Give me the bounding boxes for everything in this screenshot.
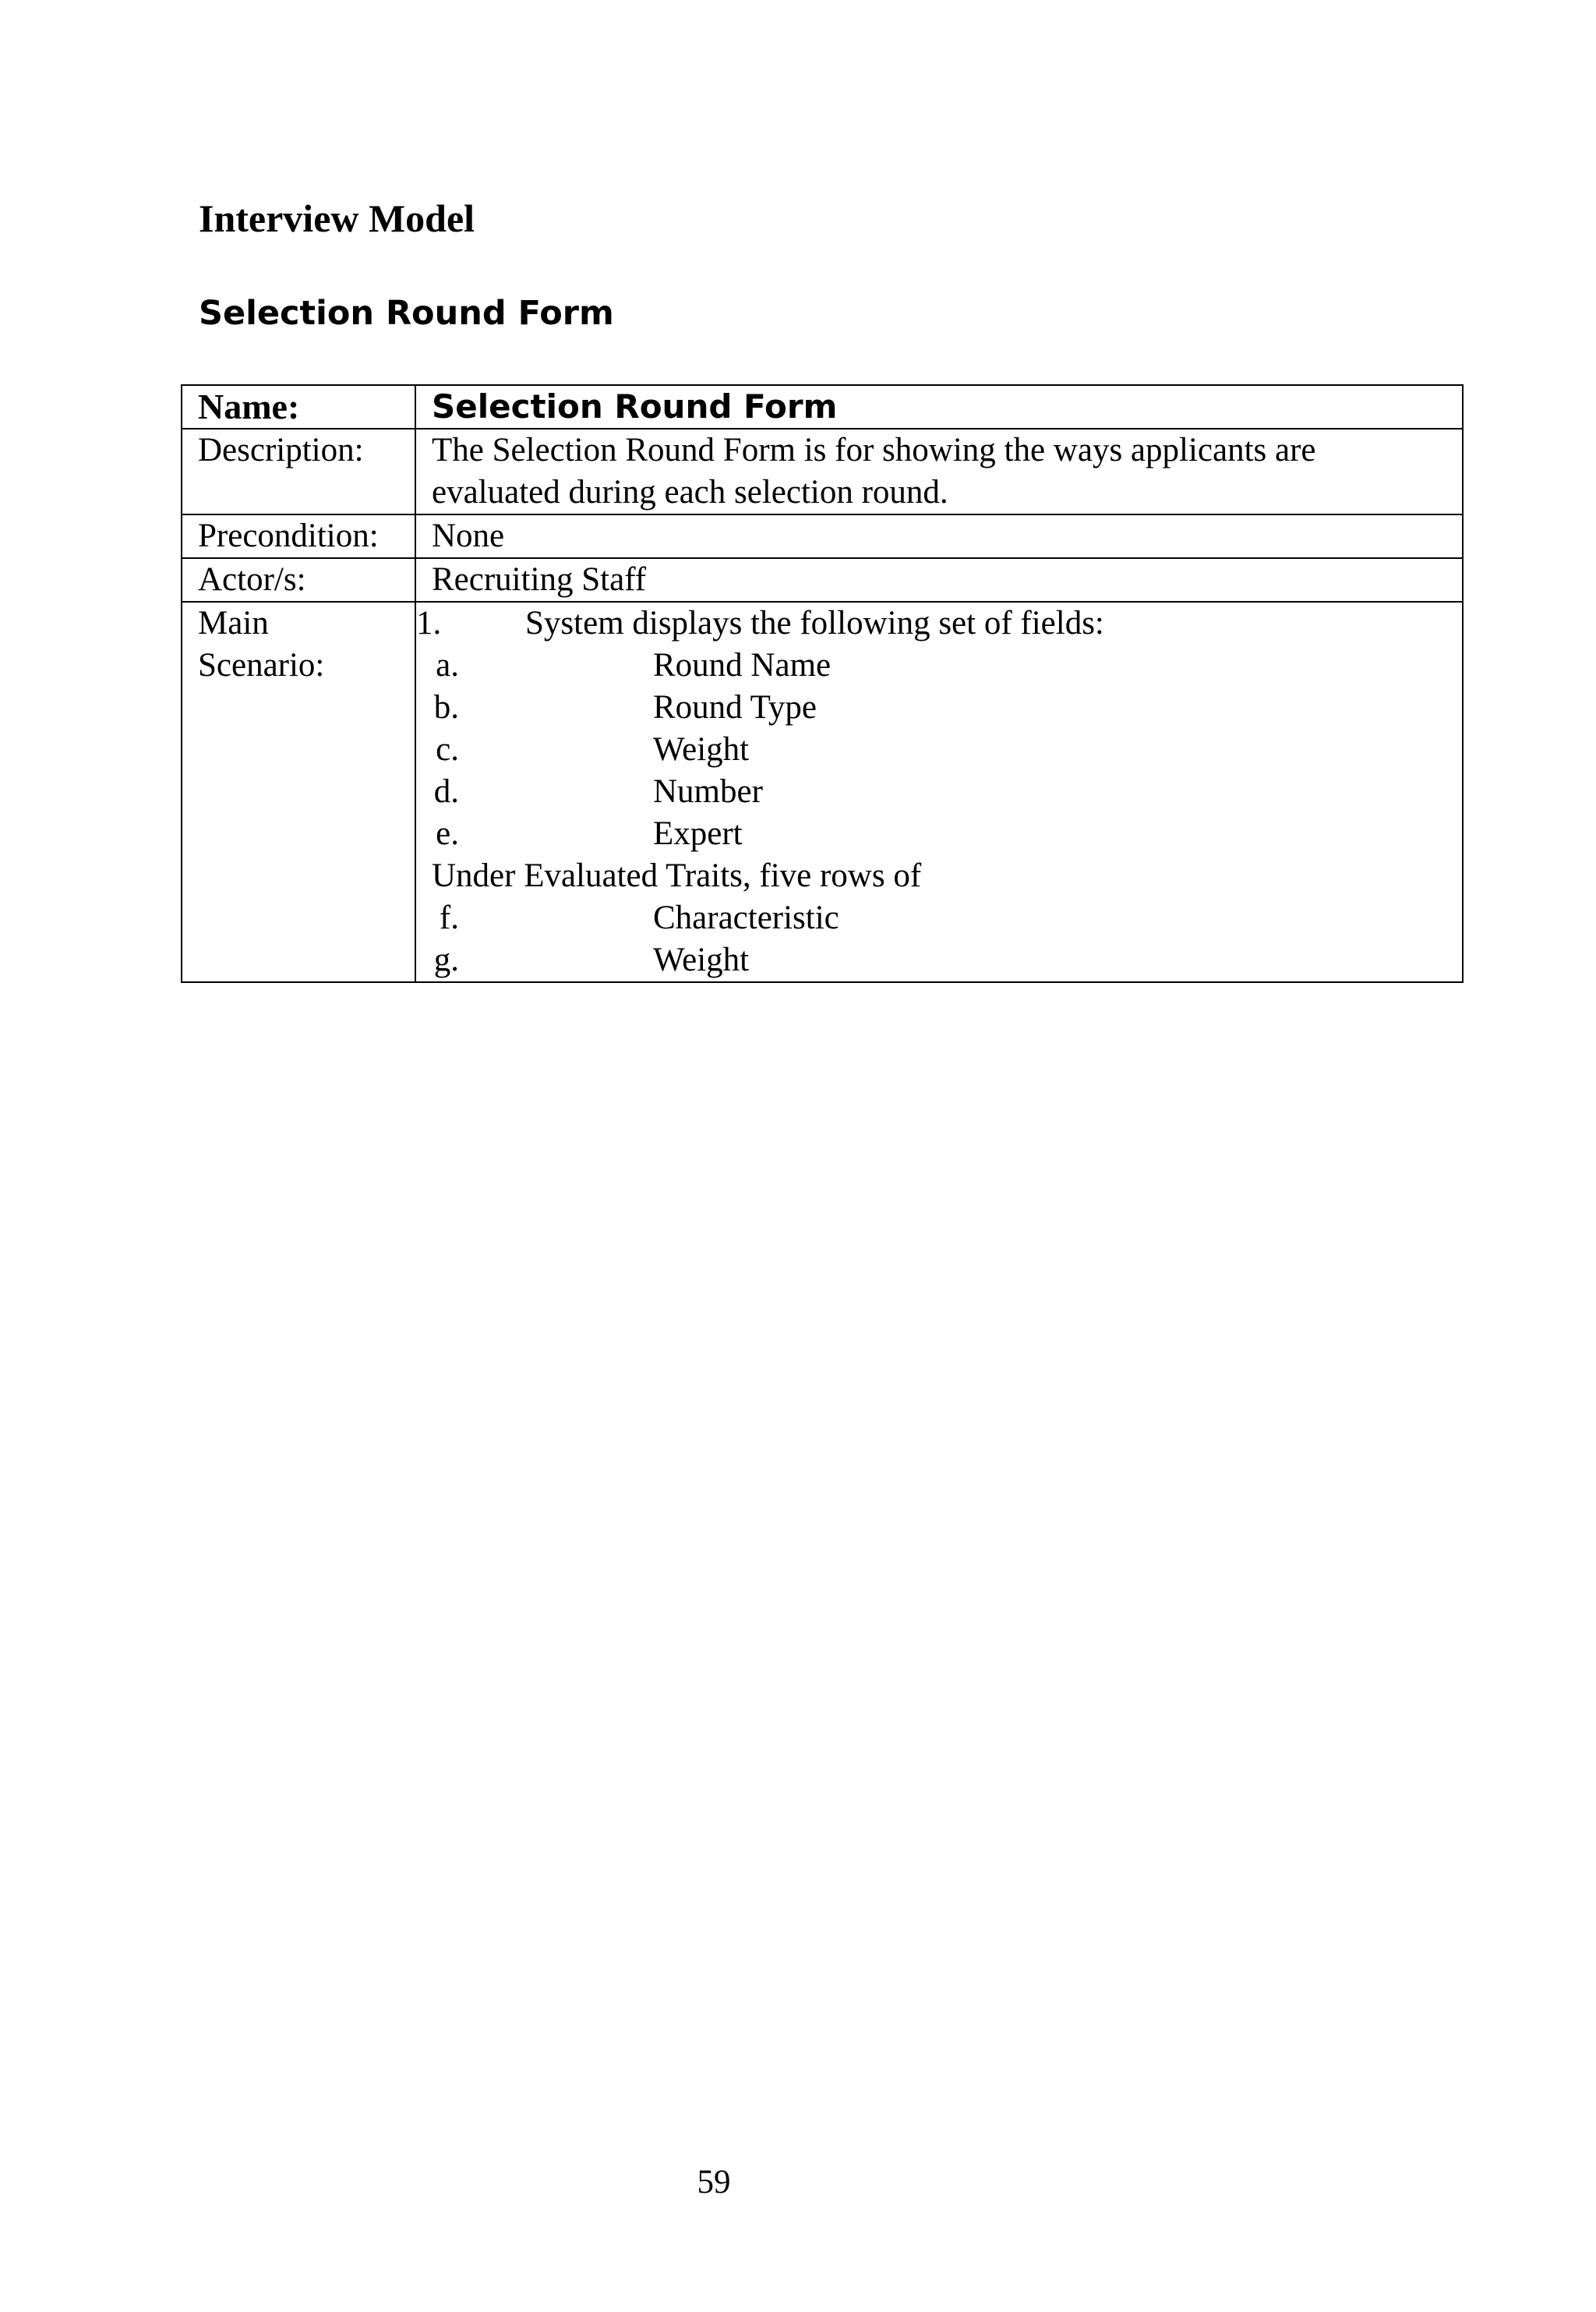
precondition-row: [182, 514, 1463, 558]
list-item-letter: a.: [436, 647, 459, 684]
list-item-text: Expert: [653, 815, 743, 852]
description-label: Description:: [182, 429, 415, 514]
list-item: [432, 813, 1446, 855]
scenario-label-line: Main: [198, 605, 269, 642]
description-value: [415, 429, 1463, 514]
use-case-table: [181, 384, 1464, 983]
precondition-label: Precondition:: [182, 514, 415, 558]
list-item-letter: g.: [433, 942, 459, 978]
scenario-value: [415, 602, 1463, 982]
list-item: [432, 771, 1446, 813]
list-item-letter: c.: [436, 731, 459, 768]
section-title: Interview Model: [199, 196, 475, 240]
list-item: [432, 939, 1446, 981]
list-item: [432, 645, 1446, 687]
scenario-step: [416, 603, 1446, 645]
list-item-text: Characteristic: [653, 900, 839, 936]
precondition-value: None: [415, 514, 1463, 558]
description-row: [182, 429, 1463, 514]
list-item-text: Weight: [653, 731, 750, 768]
name-value: Selection Round Form: [415, 385, 1463, 429]
list-item-letter: f.: [439, 900, 459, 936]
description-line: evaluated during each selection round.: [432, 474, 948, 511]
list-item-text: Number: [653, 773, 763, 810]
name-row: [182, 385, 1463, 429]
list-item-letter: d.: [433, 773, 459, 810]
list-item: [432, 687, 1446, 729]
scenario-label-line: Scenario:: [198, 647, 325, 684]
list-item: [432, 729, 1446, 771]
step-text: System displays the following set of fields:: [525, 605, 1104, 642]
step-number: 1.: [416, 605, 442, 642]
traits-intro: Under Evaluated Traits, five rows of: [432, 857, 922, 894]
description-line: The Selection Round Form is for showing the ways applicants are: [432, 432, 1316, 468]
actor-label: Actor/s:: [182, 558, 415, 602]
list-item-text: Round Type: [653, 689, 817, 726]
page-number: 59: [697, 2164, 731, 2201]
list-item-letter: b.: [433, 689, 459, 726]
list-item-letter: e.: [436, 815, 459, 852]
list-item-text: Round Name: [653, 647, 832, 684]
scenario-label: [182, 602, 415, 982]
actor-row: [182, 558, 1463, 602]
actor-value: Recruiting Staff: [415, 558, 1463, 602]
list-item: [432, 897, 1446, 939]
scenario-row: [182, 602, 1463, 982]
subsection-title: Selection Round Form: [199, 294, 614, 333]
list-item-text: Weight: [653, 942, 750, 978]
name-label: Name:: [182, 385, 415, 429]
